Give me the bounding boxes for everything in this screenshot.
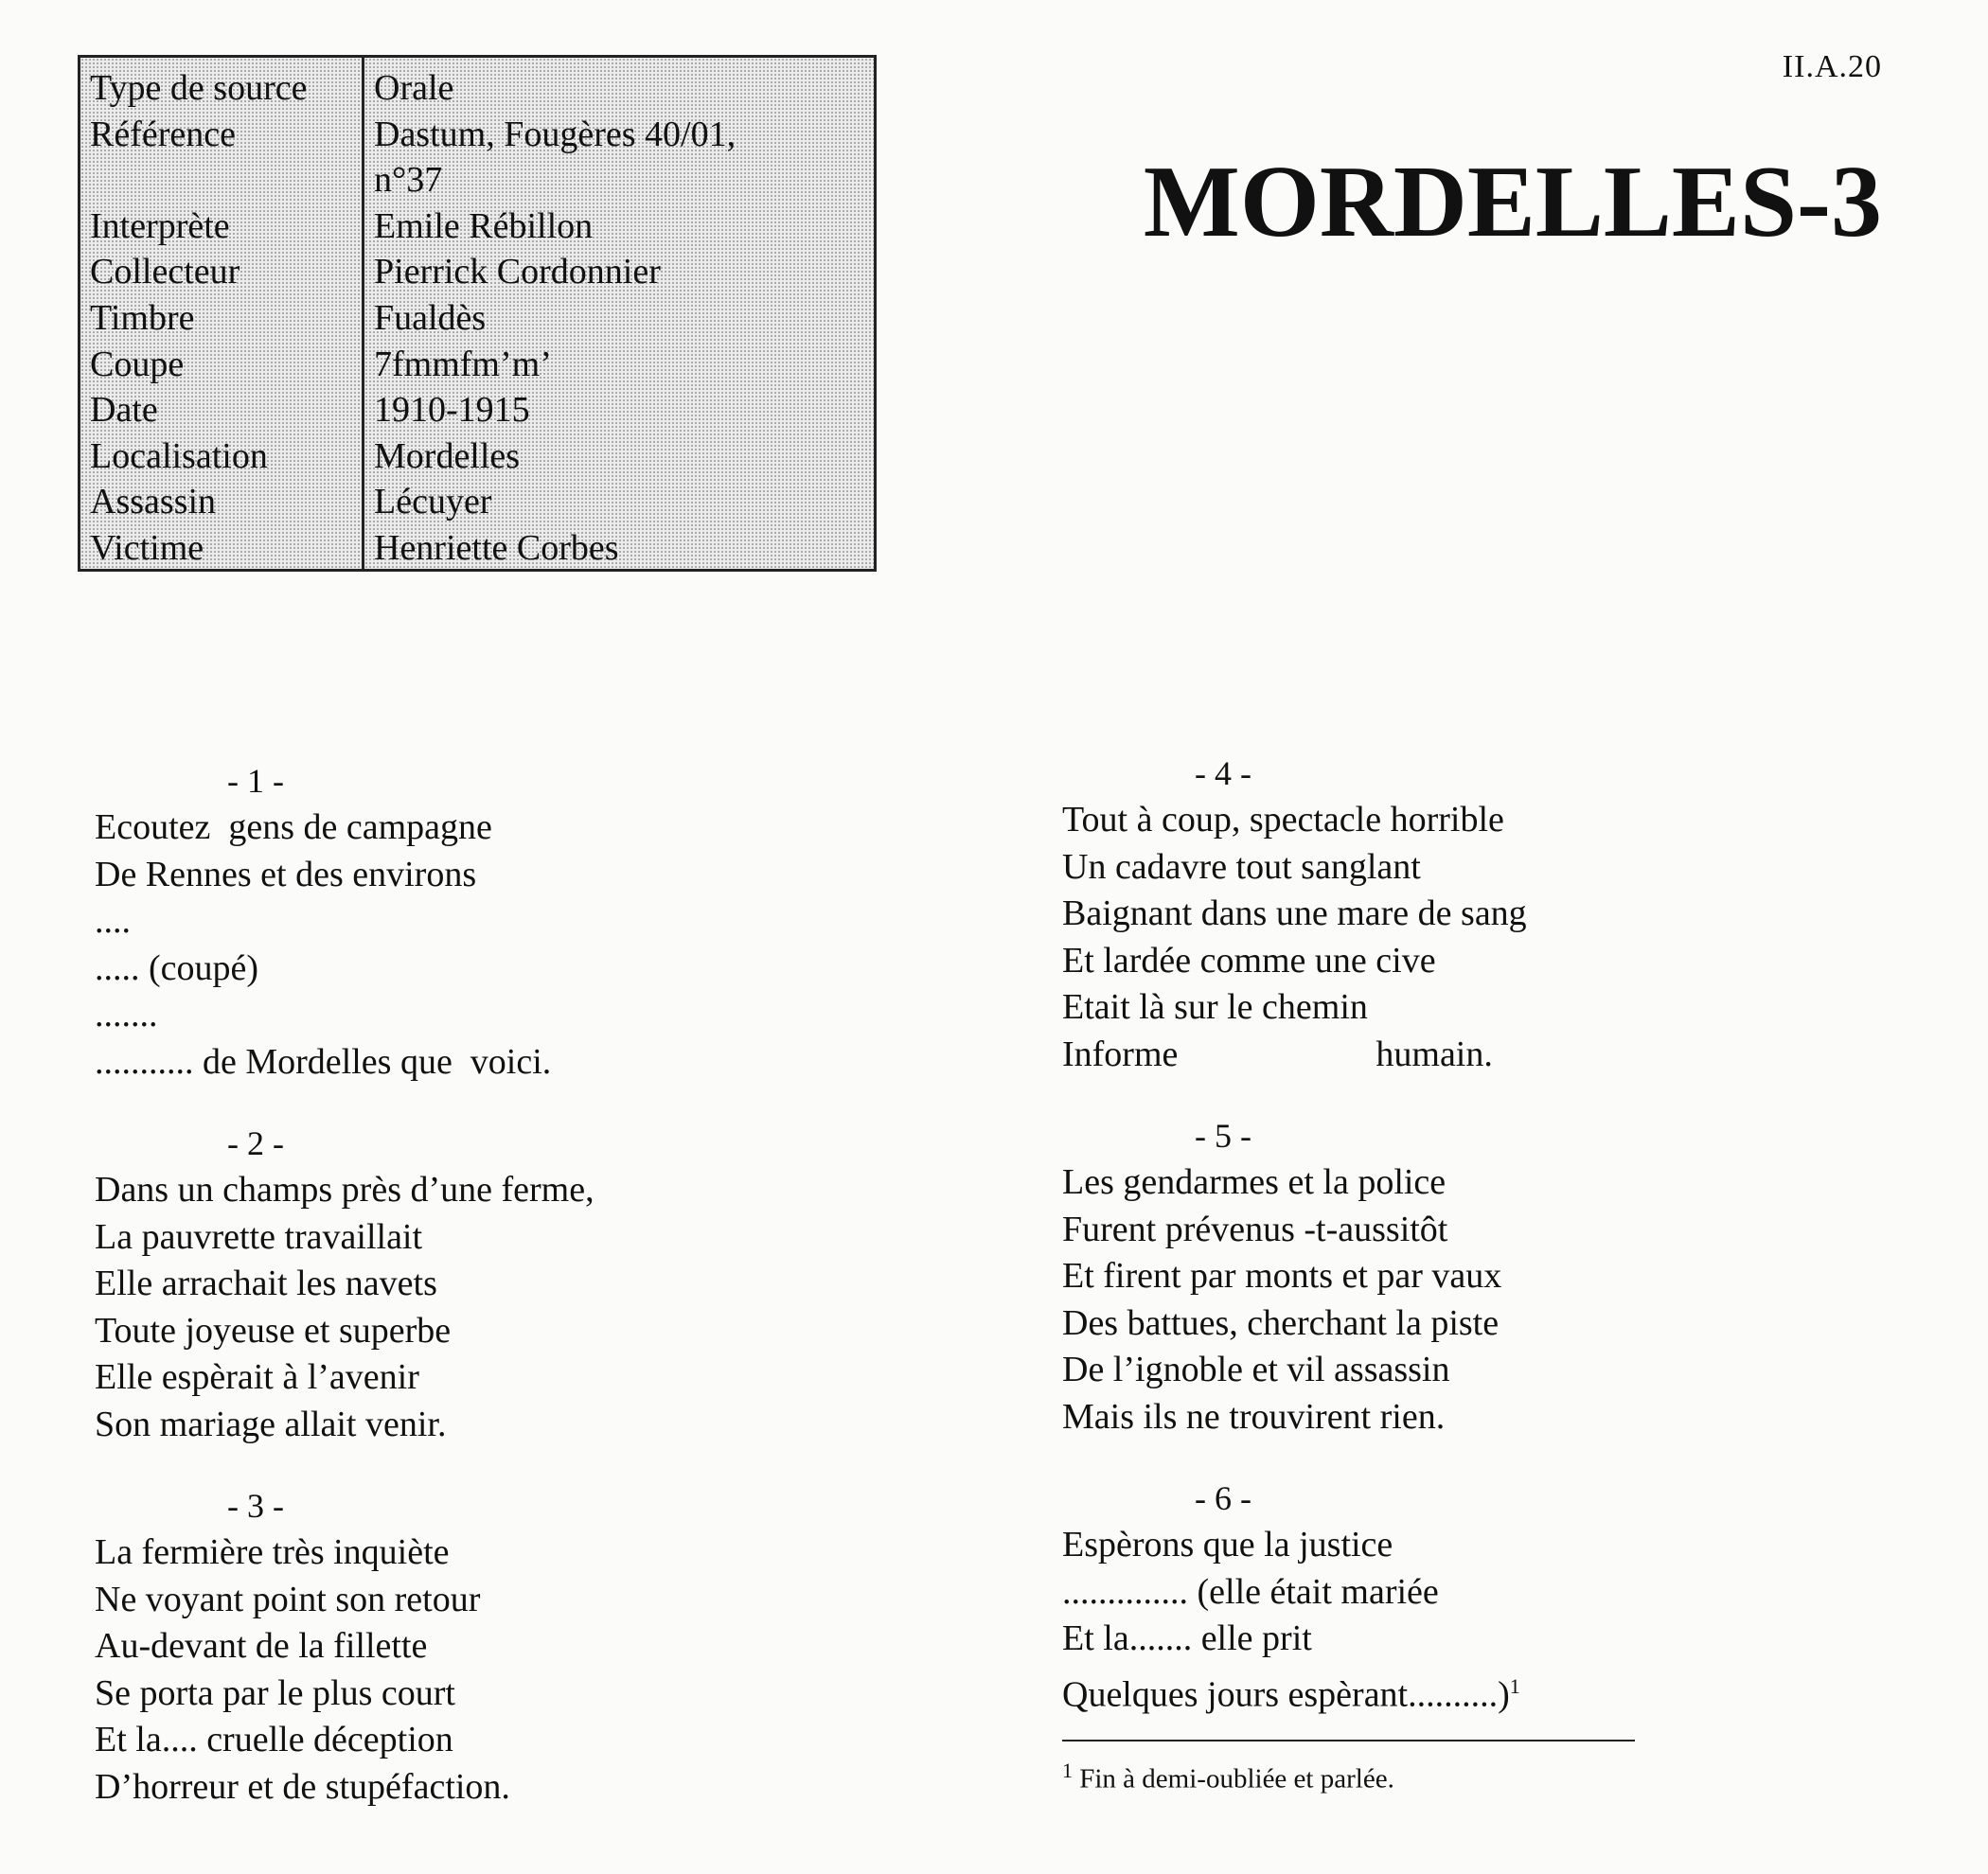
verse-line: Et lardée comme une cive <box>1062 940 1436 981</box>
verse-text: Quelques jours espèrant..........) <box>1062 1674 1510 1715</box>
stanza-number: - 5 - <box>1195 1117 1251 1155</box>
footnote-marker: 1 <box>1062 1758 1073 1782</box>
verse-line: Toute joyeuse et superbe <box>95 1310 452 1351</box>
verse-line: Les gendarmes et la police <box>1062 1162 1447 1202</box>
stanza-number: - 2 - <box>227 1124 284 1162</box>
value-date: 1910-1915 <box>374 390 530 431</box>
verse-line: Se porta par le plus court <box>95 1672 455 1713</box>
verse-line: Mais ils ne trouvirent rien. <box>1062 1396 1446 1437</box>
verse-line: Au-devant de la fillette <box>95 1626 428 1666</box>
page-title: MORDELLES-3 <box>1143 146 1882 258</box>
value-collecteur: Pierrick Cordonnier <box>374 252 661 292</box>
verse-line: Et la.... cruelle déception <box>95 1720 453 1759</box>
label-assassin: Assassin <box>90 482 217 522</box>
stanza-6 <box>1062 1475 1914 1719</box>
verse-line: Des battues, cherchant la piste <box>1062 1302 1500 1343</box>
verse-line: Ecoutez gens de campagne <box>95 807 492 847</box>
verse-line: La fermière très inquiète <box>95 1532 450 1572</box>
stanza-5 <box>1062 1112 1914 1441</box>
stanza-2 <box>95 1120 947 1448</box>
metadata-table <box>78 55 877 572</box>
verse-line: De Rennes et des environs <box>95 854 477 894</box>
metadata-values <box>364 58 874 572</box>
verse-line: ........... de Mordelles que voici. <box>95 1041 552 1082</box>
value-coupe: 7fmmfm’m’ <box>374 344 552 384</box>
verse-line: Elle espèrait à l’avenir <box>95 1357 419 1397</box>
verse-line: Ne voyant point son retour <box>95 1579 481 1619</box>
verse-line: Un cadavre tout sanglant <box>1062 846 1421 887</box>
left-column <box>95 757 947 1845</box>
verse-line: Son mariage allait venir. <box>95 1404 447 1444</box>
label-coupe: Coupe <box>90 344 185 384</box>
stanza-3 <box>95 1482 947 1811</box>
label-date: Date <box>90 390 158 431</box>
label-collecteur: Collecteur <box>90 252 240 292</box>
verse-line: Espèrons que la justice <box>1062 1525 1393 1565</box>
label-victime: Victime <box>90 527 204 568</box>
stanza-4 <box>1062 750 1914 1078</box>
label-localisation: Localisation <box>90 435 268 476</box>
label-spacer <box>90 157 362 203</box>
verse-line: ....... <box>95 995 158 1034</box>
verse-line: .... <box>95 901 131 941</box>
verse-line: Elle arrachait les navets <box>95 1264 437 1303</box>
value-victime: Henriette Corbes <box>374 527 619 568</box>
verse-line: ..... (coupé) <box>95 947 259 988</box>
verse-line: Et firent par monts et par vaux <box>1062 1256 1502 1296</box>
stanza-number: - 1 - <box>227 762 284 800</box>
stanza-number: - 3 - <box>227 1487 284 1525</box>
value-type-source: Orale <box>374 68 454 108</box>
verse-line: D’horreur et de stupéfaction. <box>95 1766 510 1807</box>
verse-line-with-footnote <box>1062 1663 1914 1719</box>
verse-line: Informe humain. <box>1062 1034 1493 1074</box>
value-reference: Dastum, Fougères 40/01, n°37 <box>374 114 737 201</box>
verse-line: Dans un champs près d’une ferme, <box>95 1170 595 1210</box>
verse-line: Tout à coup, spectacle horrible <box>1062 800 1504 840</box>
stanza-number: - 4 - <box>1195 754 1251 792</box>
page-code: II.A.20 <box>1782 49 1882 84</box>
value-timbre: Fualdès <box>374 297 487 338</box>
value-assassin: Lécuyer <box>374 482 492 522</box>
verse-line: Baignant dans une mare de sang <box>1062 893 1527 933</box>
label-timbre: Timbre <box>90 297 195 338</box>
verse-line: Etait là sur le chemin <box>1062 987 1368 1027</box>
verse-line: La pauvrette travaillait <box>95 1216 423 1257</box>
value-interprete: Emile Rébillon <box>374 205 594 246</box>
metadata-labels <box>80 58 364 572</box>
footnote-text: Fin à demi-oubliée et parlée. <box>1079 1763 1394 1794</box>
footnote-divider <box>1062 1740 1635 1741</box>
right-column <box>1062 750 1914 1794</box>
label-interprete: Interprète <box>90 205 230 246</box>
footnote-ref[interactable]: 1 <box>1509 1673 1520 1698</box>
verse-line: Furent prévenus -t-aussitôt <box>1062 1209 1448 1249</box>
stanza-number: - 6 - <box>1195 1479 1251 1517</box>
label-type-source: Type de source <box>90 68 308 108</box>
verse-line: .............. (elle était mariée <box>1062 1571 1439 1612</box>
stanza-1 <box>95 757 947 1086</box>
footnote <box>1062 1759 1914 1795</box>
verse-line: De l’ignoble et vil assassin <box>1062 1350 1450 1389</box>
verse-line: Et la....... elle prit <box>1062 1618 1312 1658</box>
label-reference: Référence <box>90 114 236 154</box>
value-localisation: Mordelles <box>374 435 521 476</box>
